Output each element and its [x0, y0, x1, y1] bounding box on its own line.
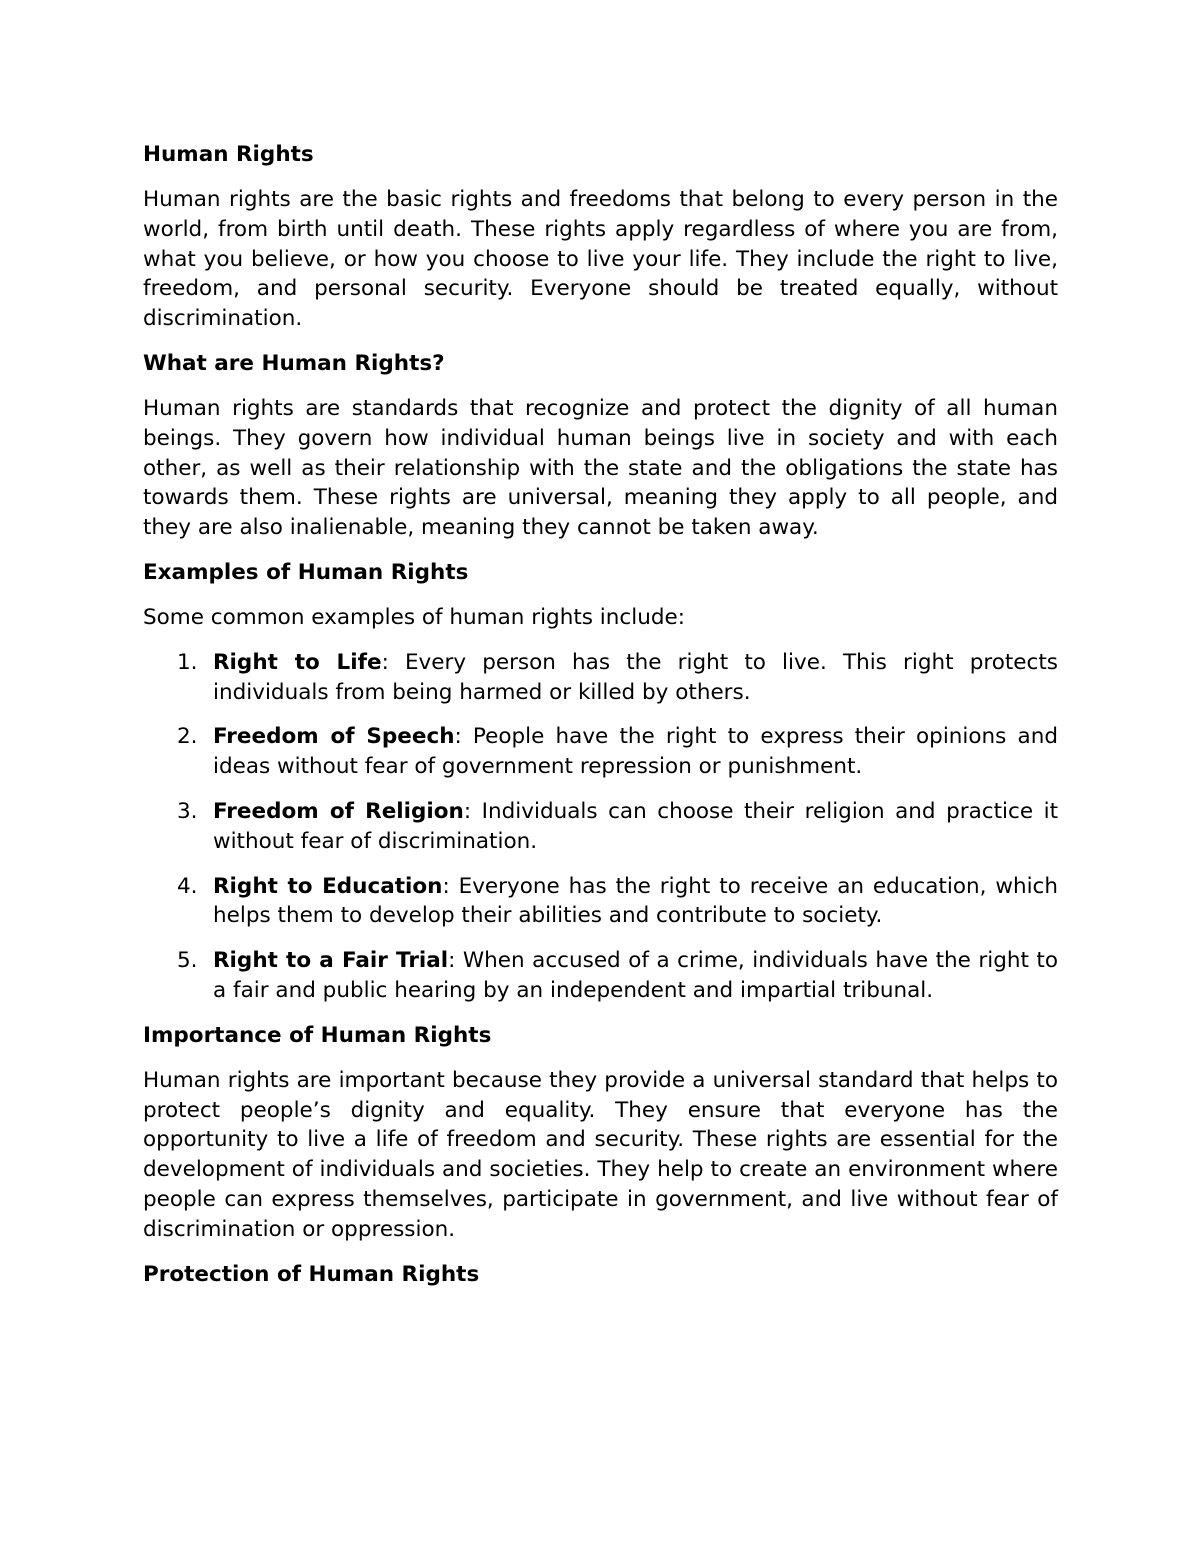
- list-item-number: 3.: [177, 798, 198, 824]
- list-item-text: : Individuals can choose their religion and practice it without fear of discrimination.: [213, 798, 1058, 854]
- list-item: [143, 797, 1058, 857]
- list-item: [143, 946, 1058, 1006]
- list-item-number: 5.: [177, 948, 198, 974]
- intro-paragraph: Human rights are the basic rights and freedoms that belong to every person in the world, from birth until death. These rights apply regardless of where you are from, what you believe, or how you choose to live your life. They include the right to live, freedom, and personal security. Everyone should be treated equally, without discrimination.: [143, 187, 1058, 332]
- list-item-term: Right to a Fair Trial: [213, 948, 449, 974]
- section-heading-importance: Importance of Human Rights: [143, 1022, 492, 1048]
- list-item: [143, 648, 1058, 708]
- examples-lead: Some common examples of human rights include:: [143, 604, 685, 630]
- section-body-importance: Human rights are important because they provide a universal standard that helps to protect people’s dignity and equality. They ensure that everyone has the opportunity to live a life of freedom and security. These rights are essential for the development of individuals and societies. They help to create an environment where people can express themselves, participate in government, and live without fear of discrimination or oppression.: [143, 1067, 1058, 1242]
- list-item-term: Freedom of Speech: [213, 724, 455, 750]
- list-item-number: 4.: [177, 873, 198, 899]
- list-item-text: : Everyone has the right to receive an education, which helps them to develop their abilities and contribute to society.: [213, 873, 1058, 929]
- section-heading-what: What are Human Rights?: [143, 350, 445, 376]
- section-heading-protection: Protection of Human Rights: [143, 1261, 480, 1287]
- list-item-text: : Every person has the right to live. This right protects individuals from being harmed or killed by others.: [213, 649, 1058, 705]
- list-item: [143, 872, 1058, 932]
- examples-list: [143, 648, 1058, 1006]
- list-item-term: Right to Life: [213, 649, 382, 675]
- list-item-number: 2.: [177, 724, 198, 750]
- document-content: [143, 140, 1058, 1305]
- list-item: [143, 722, 1058, 782]
- list-item-text: : When accused of a crime, individuals have the right to a fair and public hearing by an independent and impartial tribunal.: [213, 948, 1058, 1003]
- document-title: Human Rights: [143, 142, 314, 167]
- list-item-number: 1.: [177, 649, 198, 675]
- list-item-text: : People have the right to express their opinions and ideas without fear of government repression or punishment.: [213, 724, 1058, 780]
- section-body-what: Human rights are standards that recognize and protect the dignity of all human beings. They govern how individual human beings live in society and with each other, as well as their relationship with the state and the obligations the state has towards them. These rights are universal, meaning they apply to all people, and they are also inalienable, meaning they cannot be taken away.: [143, 395, 1058, 541]
- list-item-term: Freedom of Religion: [213, 798, 464, 824]
- list-item-term: Right to Education: [213, 873, 443, 899]
- section-heading-examples: Examples of Human Rights: [143, 559, 469, 585]
